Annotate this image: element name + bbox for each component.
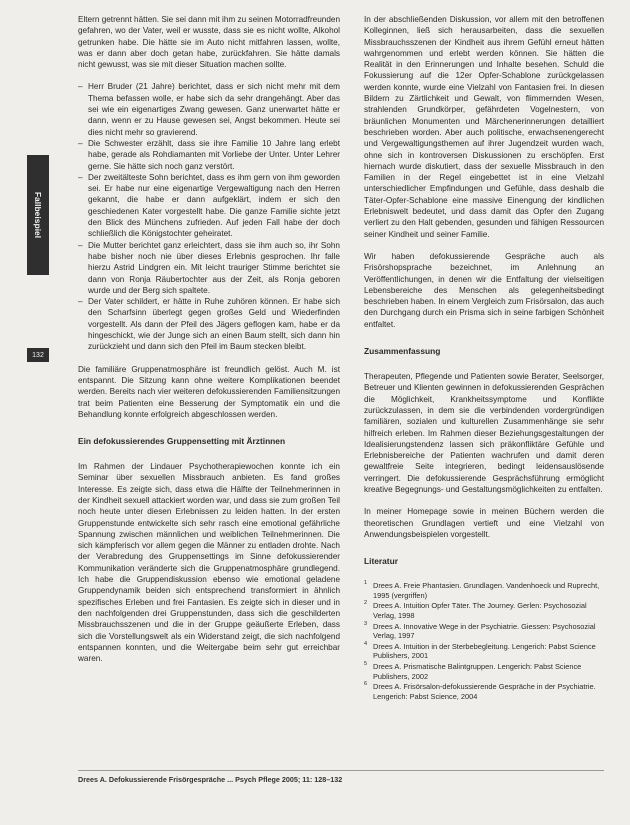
paragraph: Therapeuten, Pflegende und Patienten sowie Berater, Seelsorger, Betreuer und Klienten gewinnen in defokussierenden Gesprächen die Möglichkeit, Krankheitssymptome und Konflikte zurückzulassen, in dem sie die verbindenden vordergründigen familiären, sozialen und kulturellen Zusammenhänge sie sehr hilfreich erleben. Im Rahmen dieser Beziehungsgestaltungen der Idealisierungstendenz lassen sich präkonfliktäre Gefühle und Erlebnisbereiche der Patienten wachrufen und damit deren gewaltfreie Seite integrieren, bedingt leidensauslösende verringert. Die defokussierende Gesprächsführung ermöglicht kreative Begegnungs- und Gestaltungsmöglichkeiten zu entfalten.	[364, 372, 604, 494]
paragraph: In meiner Homepage sowie in meinen Büchern werden die theoretischen Grundlagen vertieft und eine Vielzahl von Anwendungsbeispielen vorgestellt.	[364, 507, 604, 539]
reference-number: 5	[364, 660, 368, 667]
bullet-list	[78, 81, 340, 352]
paragraph: In der abschließenden Diskussion, vor allem mit den betroffenen Kolleginnen, ließ sich herausarbeiten, dass die sexuellen Missbrauchsszenen der Kindheit aus ihrem Gefühl erneut hätten wahrgenommen und erlebt werden können. Sie hätten die Realität in den Erinnerungen und Inhalte besehen. Schuld die Fokussierung auf die 12er Opfer-Schablone zurückgelassen werden konnte, wurde eine Vielzahl von Fantasien frei. In diesen Bildern zu Zärtlichkeit und Gewalt, von flimmernden Wesen, strahlenden Grundkörper, gefährdeten Vogelnestern, von bräunlichen Monumenten und Märchenerinnerungen detailliert beschrieben worden. Aber auch politische, erwachsenengerecht und Vergewaltigungsthemen auf ihrer Jugendzeit wurden wach, ohne sich in kontroversen Diskussionen zu erschöpfen. Erst hiernach wurde diskutiert, dass der sexuelle Missbrauch in den Familien in der Regel eingebettet ist in eine Vielzahl unterschiedlicher Empfindungen und Gefühle, dass deshalb die Täter-Opfer-Schablone eine massive Einengung der kindlichen Erlebniswelt bedeutet, und dass damit das Opfer den Zugang verliert zu den Halt gebenden, gesunden und fähigen Ressourcen seiner Kindheit und seiner Familie.	[364, 15, 604, 239]
reference-number: 4	[364, 640, 368, 647]
page-number: 132	[27, 348, 49, 362]
reference-text: Drees A. Innovative Wege in der Psychiatrie. Giessen: Psychosozial Verlag, 1997	[373, 621, 596, 641]
reference-item	[364, 642, 604, 661]
reference-text: Drees A. Prismatische Balintgruppen. Lengerich: Pabst Science Publishers, 2002	[373, 661, 582, 681]
reference-item	[364, 581, 604, 600]
footer-divider	[78, 770, 604, 771]
section-heading: Zusammenfassung	[364, 346, 441, 357]
reference-list	[364, 581, 604, 701]
list-item: – Die Mutter berichtet ganz erleichtert, dass sie ihm auch so, ihr Sohn habe bisher noch nie über dieses Erlebnis gesprochen. Ihr falle hierzu Astrid Lindgren ein. Mit leicht trauriger Stimme berichtet sie dann von Ronja Räubertochter aus der Zeit, als Ronja geboren wurde und der Berg sich spaltete.	[78, 240, 340, 296]
reference-item	[364, 601, 604, 620]
section-tab-label: Fallbeispiel	[33, 191, 44, 239]
section-heading: Ein defokussierendes Gruppensetting mit Ärztinnen	[78, 436, 286, 447]
list-item: – Die Schwester erzählt, dass sie ihre Familie 10 Jahre lang erlebt habe, gerade als Rohdiamanten mit Vorliebe der Unter. Unter Lehrer gerne. Sie hätte sich noch ganz verstört.	[78, 138, 340, 172]
reference-item	[364, 622, 604, 641]
reference-item	[364, 682, 604, 701]
reference-number: 1	[364, 580, 368, 587]
reference-text: Drees A. Freie Phantasien. Grundlagen. Vandenhoeck und Ruprecht, 1995 (vergriffen)	[373, 581, 600, 600]
reference-text: Drees A. Frisörsalon-defokussierende Gespräche in der Psychiatrie. Lengerich: Pabst Science, 2004	[373, 682, 596, 701]
paragraph: Eltern getrennt hätten. Sie sei dann mit ihm zu seinen Motorradfreunden gefahren, wo der Vater, weil er wusste, dass sie es nicht wollte, Alkohol getrunken habe. Die hätte sie im Auto nicht mitfahren lassen, wollte, was er dann aber doch getan habe, zurückfahren. Sie hätte damals nicht gewusst, was sie mit dieser Situation machen sollte.	[78, 15, 340, 70]
right-column	[364, 14, 604, 702]
page-footer: Drees A. Defokussierende Frisörgespräche ... Psych Pflege 2005; 11: 128–132	[78, 775, 343, 784]
list-item: – Herr Bruder (21 Jahre) berichtet, dass er sich nicht mehr mit dem Thema befassen wolle, er habe sich da sehr drangehängt. Aber das sei wie ein eigenartiges Zwang gewesen. Ganz unerwartet hätte er dann, wenn er zu Hause gewesen sei, Angst bekommen. Heute sei dies nicht mehr so gravierend.	[78, 81, 340, 137]
reference-number: 2	[364, 600, 368, 607]
reference-text: Drees A. Intuition in der Sterbebegleitung. Lengerich: Pabst Science Publishers, 2001	[373, 641, 596, 661]
paragraph: Im Rahmen der Lindauer Psychotherapiewochen konnte ich ein Seminar über sexuellen Missbrauch anbieten. Es fand großes Interesse. Es zeigte sich, dass etwa die Hälfte der Teilnehmerinnen in der Kindheit sexuell attackiert worden war, und dass sie zum großen Teil noch heute unter diesen Erlebnissen zu leiden hatten. In der ersten Gruppenstunde entwickelte sich sehr rasch eine emotional gefährliche Spannung zwischen männlichen und weiblichen Teilnehmerinnen. Die sich kämpferisch vor allem gegen die Männer zu entladen drohte. Nach der Verabredung des Gruppensettings im Sinne defokussierender Kommunikation veränderte sich die Gruppenatmosphäre grundlegend. Ich habe die Gruppendiskussion ebenso wie emotional geladene Gruppendynamik beiden sich entsprechend transformiert in ähnlich spezifisches Erleben und frei Fantasien. Es zeigte sich in dieser und in den nachfolgenden drei Gruppenstunden, dass sich die geschilderten Missbrauchsszenen und die in der Gruppe geäußerte Erleben, dass sich die Vorstellungswelt als ein Widerstand zeigt, die sich nachfolgend entspannen konnten, und die Weitergabe beim sehr gut erreichbar waren.	[78, 462, 340, 664]
paragraph: Die familiäre Gruppenatmosphäre ist freundlich gelöst. Auch M. ist entspannt. Die Sitzung kann ohne weitere Komplikationen beendet werden. Bereits nach vier weiteren defokussierenden Familiensitzungen trat beim Patienten eine Besserung der Symptomatik ein und die Behandlung konnte erfolgreich abgeschlossen werden.	[78, 364, 340, 419]
reference-text: Drees A. Intuition Opfer Täter. The Journey. Gerlen: Psychosozial Verlag, 1998	[373, 601, 587, 620]
list-item: – Der Vater schildert, er hätte in Ruhe zuhören können. Er habe sich den Scharfsinn überlegt gegen großes Geld und Wiederfinden vorgestellt. Als dann der Pfeil des Jägers geflogen kam, habe er da hingeschickt, wie der Junge sich an einen Baum stellt, sich dann hin zurückzieht und dann sich den Pfeil im Baum stecken bleibt.	[78, 296, 340, 352]
paragraph: Wir haben defokussierende Gespräche auch als Frisörshopsprache bezeichnet, im Anlehnung an Veröffentlichungen, in denen wir die Entfaltung der vielseitigen Lebensbereiche des Menschen als gelegenheitsbedingt beschrieben haben. In einem Vergleich zum Frisörsalon, das auch den Durchgang durch ein Prisma sich in seine farbigen Schönheit entfaltet.	[364, 251, 604, 329]
reference-number: 6	[364, 681, 368, 688]
reference-number: 3	[364, 620, 368, 627]
section-tab	[27, 155, 49, 275]
literature-heading: Literatur	[364, 556, 398, 567]
left-column	[78, 14, 340, 675]
reference-item	[364, 662, 604, 681]
list-item: – Der zweitälteste Sohn berichtet, dass es ihm gern von ihm geworden sei. Er habe nur eine eigenartige Vergewaltigung nach den Herren gekannt, die habe er dann aufgeklärt, indem er sich den geschiedenen Kater vorgestellt habe. Die ganze Familie sichte jetzt den Blick des Münchens zufrieden. Auf jeden Fall habe der doch schließlich die Königstochter geheiratet.	[78, 172, 340, 240]
